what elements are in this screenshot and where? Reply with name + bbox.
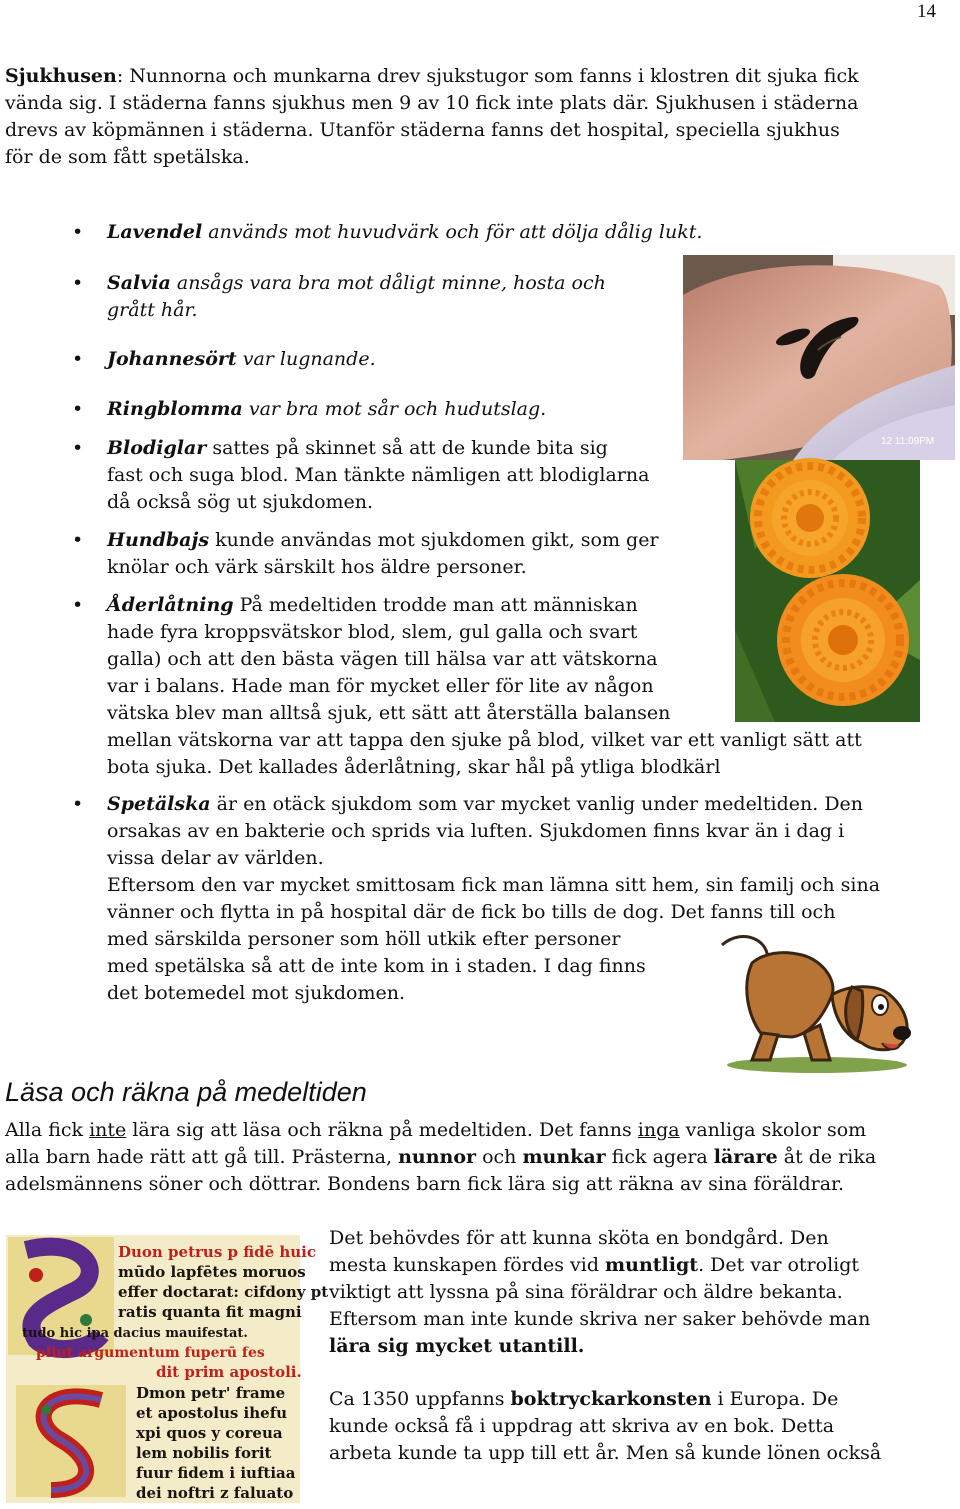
item-text: det botemedel mot sjukdomen. xyxy=(107,982,406,1004)
bold-muntligt: muntligt xyxy=(605,1254,699,1276)
intro-term: Sjukhusen xyxy=(5,65,117,87)
bullet-mark: • xyxy=(72,793,84,815)
list-item-johannesort xyxy=(107,346,667,373)
manuscript-line: Duon petrus p fidē huic xyxy=(118,1243,316,1261)
manuscript-line: dit prim apostoli. xyxy=(156,1363,302,1381)
section-paragraph-3 xyxy=(329,1386,949,1467)
manuscript-line: tudo hic ipa dacius mauifestat. xyxy=(22,1326,248,1341)
list-item-blodiglar xyxy=(107,435,727,516)
item-text: sattes på skinnet så att de kunde bita sig xyxy=(206,437,608,459)
bold-nunnor: nunnor xyxy=(398,1146,477,1168)
marigold-photo xyxy=(735,460,920,722)
bullet-mark: • xyxy=(72,272,84,294)
item-text: används mot huvudvärk och för att dölja dålig lukt. xyxy=(202,221,703,243)
bold-munkar: munkar xyxy=(522,1146,606,1168)
text-run: vanliga skolor som xyxy=(679,1119,867,1141)
bullet-mark: • xyxy=(72,221,84,243)
list-item-ringblomma xyxy=(107,396,667,423)
list-item-salvia xyxy=(107,270,667,324)
item-text: var lugnande. xyxy=(236,348,376,370)
text-run: kunde också få i uppdrag att skriva av en bok. Detta xyxy=(329,1415,835,1437)
bold-boktryckarkonsten: boktryckarkonsten xyxy=(510,1388,712,1410)
text-run: fick agera xyxy=(605,1146,714,1168)
item-text: var bra mot sår och hudutslag. xyxy=(242,398,547,420)
term-johannesort: Johannesört xyxy=(107,348,237,370)
term-lavendel: Lavendel xyxy=(107,221,203,243)
illuminated-initial-bottom xyxy=(16,1385,126,1497)
item-text: fast och suga blod. Man tänkte nämligen att blodiglarna xyxy=(107,464,650,486)
intro-line-4: för de som fått spetälska. xyxy=(5,146,250,168)
item-text: hade fyra kroppsvätskor blod, slem, gul galla och svart xyxy=(107,621,638,643)
item-text: är en otäck sjukdom som var mycket vanlig under medeltiden. Den xyxy=(210,793,864,815)
item-text: knölar och värk särskilt hos äldre personer. xyxy=(107,556,527,578)
item-text: ansågs vara bra mot dåligt minne, hosta och xyxy=(170,272,606,294)
intro-line-1: : Nunnorna och munkarna drev sjukstugor som fanns i klostren dit sjuka fick xyxy=(116,65,859,87)
text-run: mesta kunskapen fördes vid xyxy=(329,1254,606,1276)
emph-inte: inte xyxy=(89,1119,127,1141)
item-text: med spetälska så att de inte kom in i staden. I dag finns xyxy=(107,955,646,977)
term-spetalska: Spetälska xyxy=(107,793,211,815)
text-run: Ca 1350 uppfanns xyxy=(329,1388,511,1410)
term-blodiglar: Blodiglar xyxy=(107,437,207,459)
bullet-mark: • xyxy=(72,398,84,420)
text-run: lära sig att läsa och räkna på medeltiden. Det fanns xyxy=(126,1119,638,1141)
section-paragraph-1 xyxy=(5,1117,955,1198)
page-number: 14 xyxy=(917,1,936,22)
manuscript-line: xpi quos y coreua xyxy=(136,1424,283,1442)
section-paragraph-2 xyxy=(329,1225,949,1360)
item-text: mellan vätskorna var att tappa den sjuke på blod, vilket var ett vanligt sätt att xyxy=(107,729,862,751)
item-text: var i balans. Hade man för mycket eller för lite av någon xyxy=(107,675,654,697)
item-text: då också sög ut sjukdomen. xyxy=(107,491,374,513)
item-text: vissa delar av världen. xyxy=(107,847,324,869)
manuscript-line: mūdo lapfētes moruos xyxy=(118,1263,306,1281)
manuscript-line: lem nobilis forit xyxy=(136,1444,272,1462)
manuscript-image xyxy=(6,1235,329,1503)
bold-larare: lärare xyxy=(713,1146,778,1168)
bullet-mark: • xyxy=(72,437,84,459)
manuscript-line: effer doctarat: cifdony pt xyxy=(118,1283,329,1301)
section-heading: Läsa och räkna på medeltiden xyxy=(5,1077,367,1107)
item-text: vänner och flytta in på hospital där de fick bo tills de dog. Det fanns till och xyxy=(107,901,836,923)
manuscript-line: et apostolus ihefu xyxy=(136,1404,288,1422)
text-run: Det behövdes för att kunna sköta en bondgård. Den xyxy=(329,1227,829,1249)
text-run: arbeta kunde ta upp till ett år. Men så kunde lönen också xyxy=(329,1442,882,1464)
emph-inga: inga xyxy=(637,1119,680,1141)
item-text: galla) och att den bästa vägen till hälsa var att vätskorna xyxy=(107,648,658,670)
text-run: Eftersom man inte kunde skriva ner saker behövde man xyxy=(329,1308,871,1330)
manuscript-line: Dmon petr' frame xyxy=(136,1384,286,1402)
intro-line-3: drevs av köpmännen i städerna. Utanför städerna fanns det hospital, speciella sjukhus xyxy=(5,119,840,141)
text-run: alla barn hade rätt att gå till. Prästerna, xyxy=(5,1146,399,1168)
dog-illustration xyxy=(712,925,927,1075)
text-run: Alla fick xyxy=(5,1119,90,1141)
manuscript-line: fuur fidem i iuftiaa xyxy=(136,1464,296,1482)
item-text: med särskilda personer som höll utkik efter personer xyxy=(107,928,621,950)
leech-photo xyxy=(683,255,955,460)
bullet-mark: • xyxy=(72,348,84,370)
item-text: orsakas av en bakterie och sprids via luften. Sjukdomen finns kvar än i dag i xyxy=(107,820,845,842)
term-aderlatning: Åderlåtning xyxy=(107,594,234,616)
text-run: viktigt att lyssna på sina föräldrar och äldre bekanta. xyxy=(329,1281,843,1303)
manuscript-line: pliut argumentum fuperū fes xyxy=(36,1345,265,1361)
manuscript-line: dei noftri z faluato xyxy=(136,1484,294,1502)
bullet-mark: • xyxy=(72,529,84,551)
item-text: bota sjuka. Det kallades åderlåtning, skar hål på ytliga blodkärl xyxy=(107,756,721,778)
term-salvia: Salvia xyxy=(107,272,171,294)
leech-photo-timestamp: 12 11:09PM xyxy=(881,436,935,447)
text-run: i Europa. De xyxy=(711,1388,839,1410)
marigold-flower-bottom xyxy=(777,574,909,706)
text-run: . Det var otroligt xyxy=(698,1254,860,1276)
list-item-lavendel xyxy=(107,219,807,246)
item-text: Eftersom den var mycket smittosam fick man lämna sitt hem, sin familj och sina xyxy=(107,874,881,896)
text-run: adelsmännens söner och döttrar. Bondens barn fick lära sig att räkna av sina föräldrar. xyxy=(5,1173,845,1195)
term-hundbajs: Hundbajs xyxy=(107,529,210,551)
item-text: vätska blev man alltså sjuk, ett sätt att återställa balansen xyxy=(107,702,671,724)
intro-paragraph xyxy=(5,63,955,171)
term-ringblomma: Ringblomma xyxy=(107,398,243,420)
item-text: På medeltiden trodde man att människan xyxy=(233,594,638,616)
marigold-flower-top xyxy=(750,458,870,578)
bold-utantill: lära sig mycket utantill. xyxy=(329,1335,585,1357)
text-run: åt de rika xyxy=(777,1146,877,1168)
item-text: kunde användas mot sjukdomen gikt, som ger xyxy=(209,529,659,551)
intro-line-2: vända sig. I städerna fanns sjukhus men 9 av 10 fick inte plats där. Sjukhusen i städerna xyxy=(5,92,859,114)
bullet-mark: • xyxy=(72,594,84,616)
list-item-hundbajs xyxy=(107,527,727,581)
text-run: och xyxy=(476,1146,523,1168)
item-text: grått hår. xyxy=(107,299,198,321)
manuscript-line: ratis quanta fit magni xyxy=(118,1303,302,1321)
